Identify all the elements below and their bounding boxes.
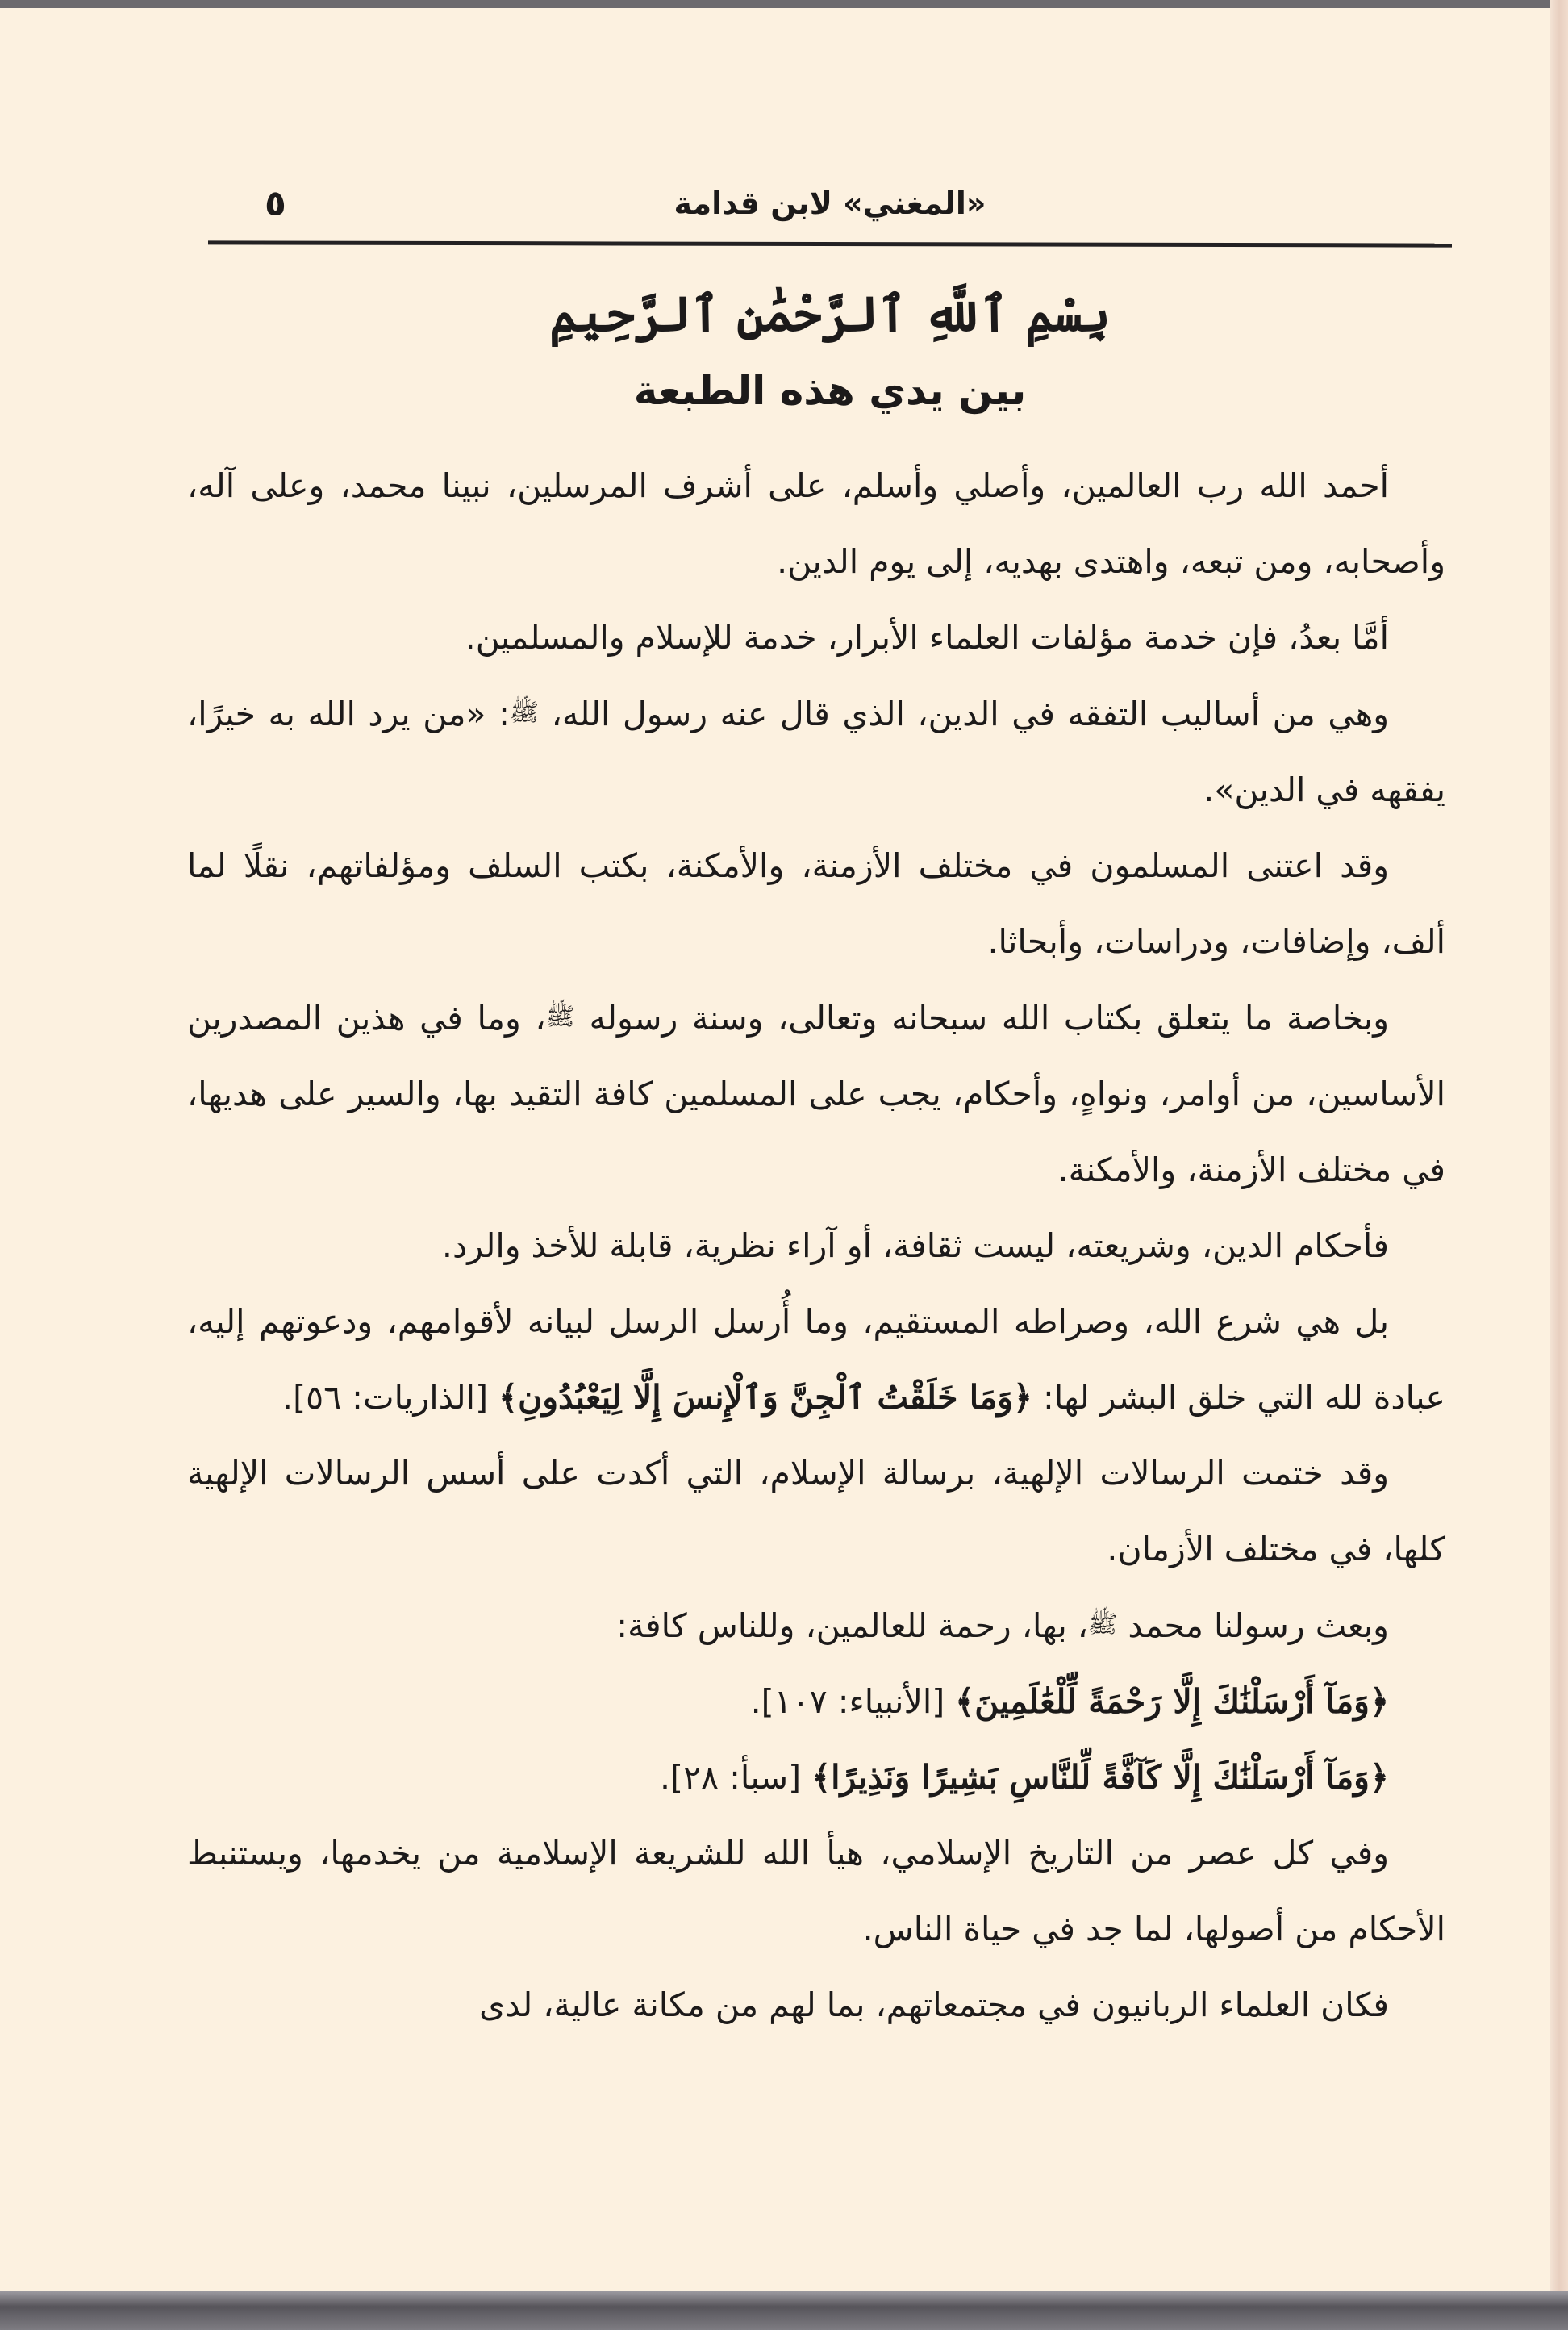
paragraph-text: بل هي شرع الله، وصراطه المستقيم، وما أُرسل الرسل لبيانه لأقوامهم، ودعوتهم إليه، عبادة لله التي خلق البشر لها:: [187, 1302, 1445, 1417]
quran-verse: [187, 1664, 1445, 1739]
quran-verse: [187, 1739, 1445, 1815]
paragraph: أحمد الله رب العالمين، وأصلي وأسلم، على أشرف المرسلين، نبينا محمد، وعلى آله، وأصحابه، ومن تبعه، واهتدى بهديه، إلى يوم الدين.: [187, 466, 1445, 581]
verse-reference: [الأنبياء: ١٠٧].: [750, 1682, 956, 1721]
paragraph: وقد ختمت الرسالات الإلهية، برسالة الإسلام، التي أكدت على أسس الرسالات الإلهية كلها، في مختلف الأزمان.: [187, 1454, 1445, 1568]
quran-quote: ﴿وَمَا خَلَقْتُ ٱلْجِنَّ وَٱلْإِنسَ إِلَّا لِيَعْبُدُونِ﴾: [498, 1378, 1032, 1417]
quran-quote: ﴿وَمَآ أَرْسَلْنَٰكَ إِلَّا رَحْمَةً لِّلْعَٰلَمِينَ﴾: [955, 1682, 1389, 1721]
paragraph-text: وهي من أساليب التفقه في الدين، الذي قال عنه رسول الله،: [539, 695, 1389, 733]
header-rule: [208, 240, 1452, 247]
paragraph: [187, 1587, 1445, 1664]
paragraph-text: ، بها، رحمة للعالمين، وللناس كافة:: [616, 1606, 1089, 1645]
honorific-glyph: ﷺ: [509, 699, 540, 727]
quran-quote: ﴿وَمَآ أَرْسَلْنَٰكَ إِلَّا كَآفَّةً لِّلنَّاسِ بَشِيرًا وَنَذِيرًا﴾: [811, 1758, 1389, 1797]
paragraph-text: وبعث رسولنا محمد: [1117, 1606, 1389, 1645]
section-title: بين يدي هذه الطبعة: [633, 367, 1027, 414]
honorific-glyph: ﷺ: [545, 1003, 575, 1031]
page-number: ٥: [265, 183, 286, 224]
paragraph: [187, 1284, 1445, 1435]
verse-reference: [سبأ: ٢٨].: [659, 1758, 812, 1797]
paragraph: وقد اعتنى المسلمون في مختلف الأزمنة، والأمكنة، بكتب السلف ومؤلفاتهم، نقلًا لما ألف، وإضافات، ودراسات، وأبحاثا.: [187, 846, 1445, 961]
basmala: بِسْمِ ٱللَّهِ ٱلرَّحْمَٰنِ ٱلرَّحِيمِ: [549, 286, 1111, 343]
paragraph: فكان العلماء الربانيون في مجتمعاتهم، بما لهم من مكانة عالية، لدى: [479, 1986, 1389, 2024]
paragraph-text: : «من يرد الله به خيرًا، يفقهه في الدين».: [187, 695, 1445, 809]
paragraph: أمَّا بعدُ، فإن خدمة مؤلفات العلماء الأبرار، خدمة للإسلام والمسلمين.: [465, 618, 1389, 657]
paragraph: [187, 675, 1445, 828]
paragraph: [187, 979, 1445, 1208]
paragraph: فأحكام الدين، وشريعته، ليست ثقافة، أو آراء نظرية، قابلة للأخذ والرد.: [441, 1226, 1389, 1265]
running-title: «المغني» لابن قدامة: [673, 186, 986, 221]
verse-reference: [الذاريات: ٥٦].: [282, 1378, 499, 1417]
paragraph-text: ، وما في هذين المصدرين الأساسين، من أوامر، ونواهٍ، وأحكام، يجب على المسلمين كافة التقيد بها، والسير على هديها، في مختلف الأزمنة، والأمكنة.: [187, 999, 1445, 1189]
body-text: [187, 448, 1445, 2043]
scan-bottom-edge: [0, 2291, 1568, 2330]
paragraph: وفي كل عصر من التاريخ الإسلامي، هيأ الله للشريعة الإسلامية من يخدمها، ويستنبط الأحكام من أصولها، لما جد في حياة الناس.: [187, 1834, 1445, 1948]
running-header: [208, 173, 1452, 238]
honorific-glyph: ﷺ: [1088, 1610, 1118, 1639]
paragraph-text: وبخاصة ما يتعلق بكتاب الله سبحانه وتعالى، وسنة رسوله: [574, 999, 1389, 1038]
